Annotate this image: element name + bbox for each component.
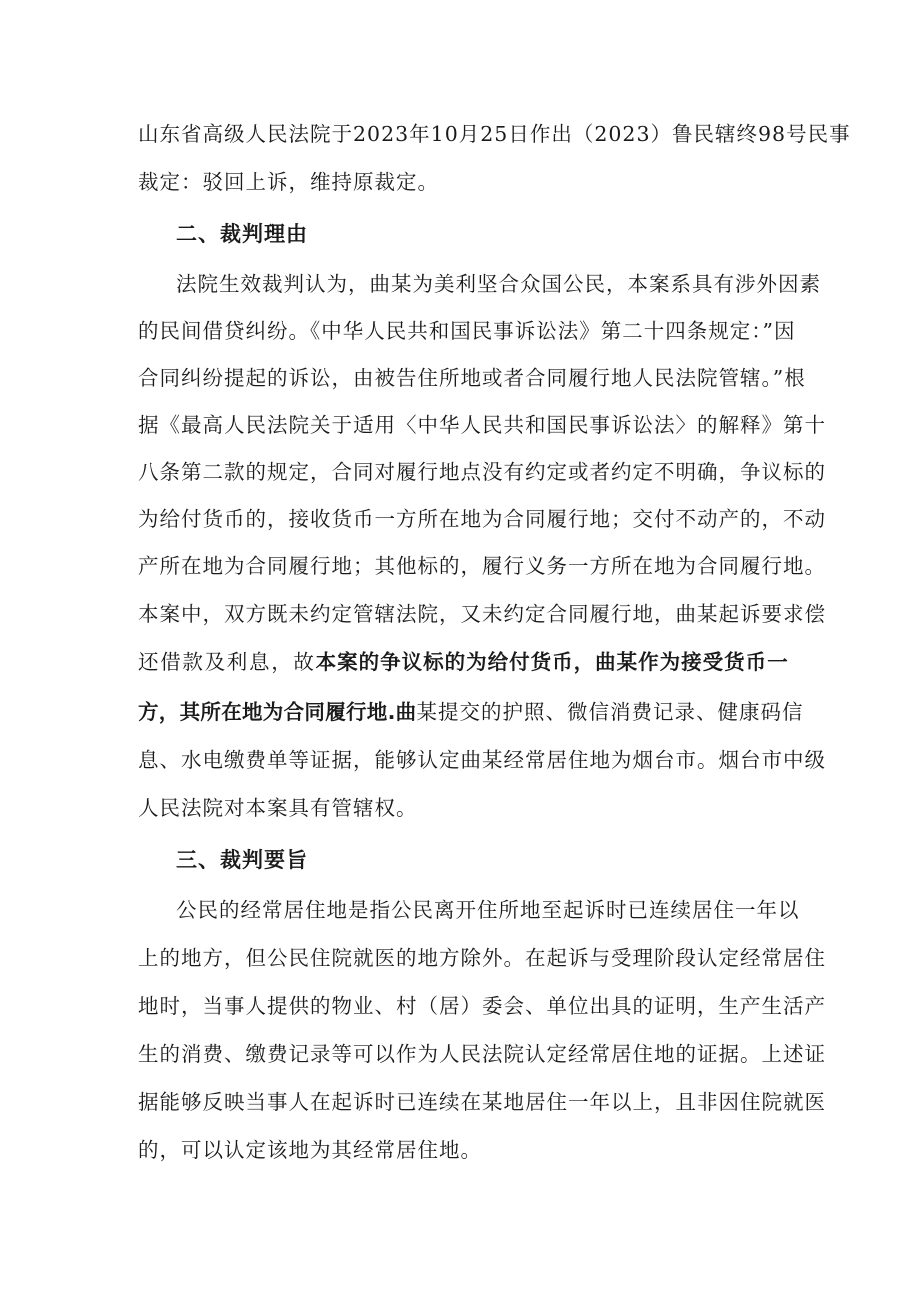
paragraph-line: 本案中，双方既未约定管辖法院，又未约定合同履行地，曲某起诉要求偿 xyxy=(138,602,826,626)
paragraph-line: 山东省高级人民法院于2023年10月25日作出（2023）鲁民辖终98号民事 xyxy=(138,122,851,146)
paragraph-line: 公民的经常居住地是指公民离开住所地至起诉时已连续居住一年以 xyxy=(176,898,800,922)
paragraph-line: 的，可以认定该地为其经常居住地。 xyxy=(138,1138,482,1162)
paragraph-line: 法院生效裁判认为，曲某为美利坚合众国公民，本案系具有涉外因素 xyxy=(176,272,821,296)
paragraph-line: 生的消费、缴费记录等可以作为人民法院认定经常居住地的证据。上述证 xyxy=(138,1042,826,1066)
bold-emphasis-text: 本案的争议标的为给付货币，曲某作为接受货币一 xyxy=(315,650,788,674)
bold-emphasis-text: 方，其所在地为合同履行地.曲 xyxy=(138,700,417,724)
paragraph-line-mixed xyxy=(138,640,788,684)
paragraph-line: 产所在地为合同履行地；其他标的，履行义务一方所在地为合同履行地。 xyxy=(138,554,826,578)
paragraph-line: 的民间借贷纠纷。《中华人民共和国民事诉讼法》第二十四条规定：”因 xyxy=(138,319,796,343)
paragraph-line: 息、水电缴费单等证据，能够认定曲某经常居住地为烟台市。烟台市中级 xyxy=(138,748,826,772)
paragraph-line-mixed xyxy=(138,690,804,734)
paragraph-line: 上的地方，但公民住院就医的地方除外。在起诉与受理阶段认定经常居住 xyxy=(138,946,826,970)
paragraph-line: 据能够反映当事人在起诉时已连续在某地居住一年以上，且非因住院就医 xyxy=(138,1090,826,1114)
plain-text: 还借款及利息，故 xyxy=(138,650,316,674)
paragraph-line: 为给付货币的，接收货币一方所在地为合同履行地；交付不动产的，不动 xyxy=(138,507,826,531)
paragraph-line: 合同纠纷提起的诉讼，由被告住所地或者合同履行地人民法院管辖。”根 xyxy=(138,366,806,390)
paragraph-line: 据《最高人民法院关于适用〈中华人民共和国民事诉讼法〉的解释》第十 xyxy=(138,413,826,437)
plain-text: 某提交的护照、微信消费记录、健康码信 xyxy=(416,700,804,724)
paragraph-line: 地时，当事人提供的物业、村（居）委会、单位出具的证明，生产生活产 xyxy=(138,994,826,1018)
paragraph-line: 裁定：驳回上诉，维持原裁定。 xyxy=(138,170,439,194)
paragraph-line: 八条第二款的规定，合同对履行地点没有约定或者约定不明确，争议标的 xyxy=(138,460,826,484)
section-heading-key-points: 三、裁判要旨 xyxy=(176,848,308,872)
paragraph-line: 人民法院对本案具有管辖权。 xyxy=(138,796,418,820)
section-heading-reasoning: 二、裁判理由 xyxy=(176,222,308,246)
